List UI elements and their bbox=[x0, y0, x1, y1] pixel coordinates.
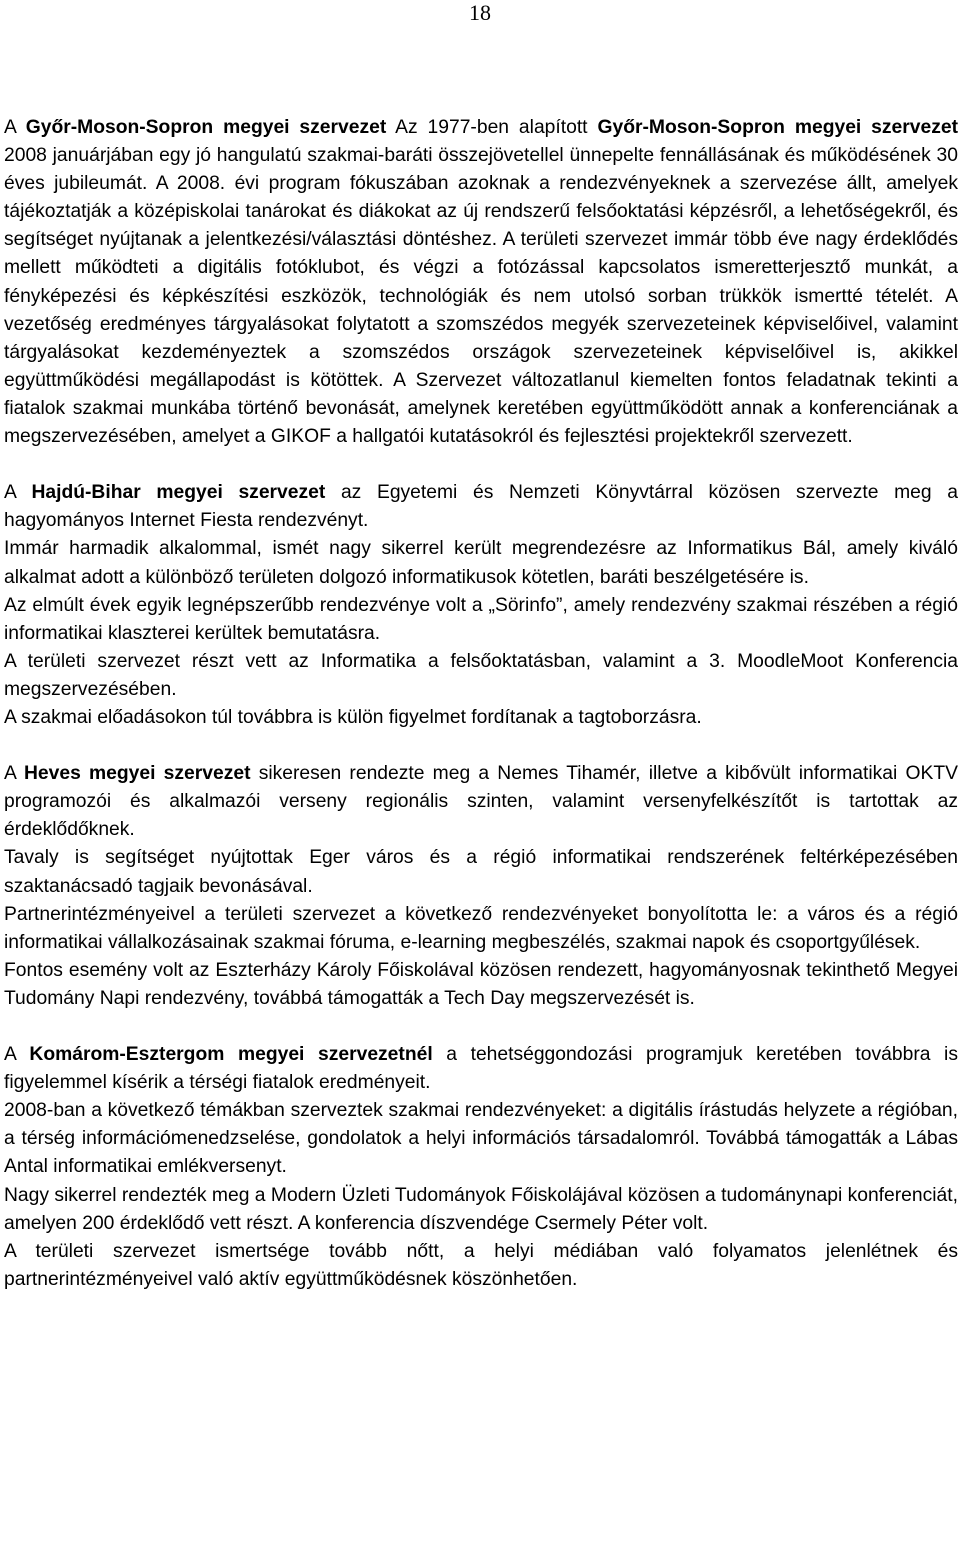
organization-name: Győr-Moson-Sopron megyei szervezet bbox=[25, 117, 387, 138]
organization-name: Komárom-Esztergom megyei szervezetnél bbox=[29, 1044, 433, 1066]
section-heves bbox=[4, 760, 958, 1013]
document-body bbox=[4, 114, 958, 1322]
paragraph: Tavaly is segítséget nyújtottak Eger város és a régió informatikai rendszerének feltérképezésében szaktanácsadó tagjaik bevonásával. bbox=[4, 847, 958, 897]
paragraph: A Komárom-Esztergom megyei szervezetnél a tehetséggondozási programjuk keretében továbbra is figyelemmel kísérik a térségi fiatalok eredményeit. bbox=[4, 1044, 958, 1094]
page-number: 18 bbox=[469, 0, 491, 25]
organization-name: Heves megyei szervezet bbox=[24, 763, 251, 785]
organization-name: Hajdú-Bihar megyei szervezet bbox=[31, 482, 326, 504]
paragraph: A Heves megyei szervezet sikeresen rendezte meg a Nemes Tihamér, illetve a kibővült informatikai OKTV programozói és alkalmazói verseny regionális szinten, valamint versenyfelkészítőt is tartottak az érdeklődőknek. bbox=[4, 763, 958, 841]
paragraph: A Győr-Moson-Sopron megyei szervezet Az 1977-ben alapított Győr-Moson-Sopron megyei szervezet 2008 januárjában egy jó hangulatú szakmai-baráti összejövetellel ünnepelte fennállásának és működésének 30 éves jubileumát. A 2008. évi program fókuszában azoknak a rendezvényeknek a szervezése állt, amelyek tájékoztatják a középiskolai tanárokat és diákokat az új rendszerű felsőoktatási képzésről, a lehetőségekről, és segítséget nyújtanak a jelentkezési/választási döntéshez. A területi szervezet immár több éve nagy érdeklődés mellett működteti a digitális fotóklubot, és végzi a fotózással kapcsolatos ismeretterjesztő munkát, a fényképezési és képkészítési eszközök, technológiák és nem utolsó sorban trükkök ismertté tételét. A vezetőség eredményes tárgyalásokat folytatott a szomszédos megyék szervezeteinek képviselőivel, valamint tárgyalásokat kezdeményeztek a szomszédos országok szervezeteinek képviselőivel is, akikkel együttműködési megállapodást is kötöttek. A Szervezet változatlanul kiemelten fontos feladatnak tekinti a fiatalok szakmai munkába történő bevonását, amelynek keretében együttműködött annak a konferenciának a megszervezésében, amelyet a GIKOF a hallgatói kutatásokról és fejlesztési projektekről szervezett. bbox=[4, 117, 959, 448]
paragraph: Az elmúlt évek egyik legnépszerűbb rendezvénye volt a „Sörinfo”, amely rendezvény szakmai részében a régió informatikai klaszterei kerültek bemutatásra. bbox=[4, 594, 958, 644]
paragraph: Partnerintézményeivel a területi szervezet a következő rendezvényeket bonyolította le: a város és a régió informatikai vállalkozásainak szakmai fóruma, e-learning megbeszélés, szakmai napok és csoportgyűlések. bbox=[4, 903, 958, 953]
section-hajdu-bihar bbox=[4, 479, 958, 732]
paragraph: 2008-ban a következő témákban szerveztek szakmai rendezvényeket: a digitális írástudás helyzete a régióban, a térség információmenedzselése, gondolatok a helyi információs társadalomról. Továbbá támogatták a Lábas Antal informatikai emlékversenyt. bbox=[4, 1100, 958, 1178]
paragraph: Immár harmadik alkalommal, ismét nagy sikerrel került megrendezésre az Informatikus Bál, amely kiváló alkalmat adott a különböző területen dolgozó informatikusok kötetlen, baráti beszélgetésére is. bbox=[4, 538, 958, 588]
section-komarom-esztergom bbox=[4, 1041, 958, 1294]
paragraph: Fontos esemény volt az Eszterházy Károly Főiskolával közösen rendezett, hagyományosnak tekinthető Megyei Tudomány Napi rendezvény, továbbá támogatták a Tech Day megszervezését is. bbox=[4, 959, 958, 1009]
organization-name: Győr-Moson-Sopron megyei szervezet bbox=[597, 117, 959, 138]
paragraph: A szakmai előadásokon túl továbbra is külön figyelmet fordítanak a tagtoborzásra. bbox=[4, 706, 702, 728]
paragraph: A területi szervezet ismertsége tovább nőtt, a helyi médiában való folyamatos jelenlétnek és partnerintézményeivel való aktív együttműködésnek köszönhetően. bbox=[4, 1240, 958, 1290]
paragraph: A Hajdú-Bihar megyei szervezet az Egyetemi és Nemzeti Könyvtárral közösen szervezte meg a hagyományos Internet Fiesta rendezvényt. bbox=[4, 482, 958, 532]
section-gyor-moson-sopron bbox=[4, 114, 958, 451]
paragraph: Nagy sikerrel rendezték meg a Modern Üzleti Tudományok Főiskolájával közösen a tudománynapi konferenciát, amelyen 200 érdeklődő vett részt. A konferencia díszvendége Csermely Péter volt. bbox=[4, 1184, 958, 1234]
paragraph: A területi szervezet részt vett az Informatika a felsőoktatásban, valamint a 3. MoodleMoot Konferencia megszervezésében. bbox=[4, 650, 958, 700]
